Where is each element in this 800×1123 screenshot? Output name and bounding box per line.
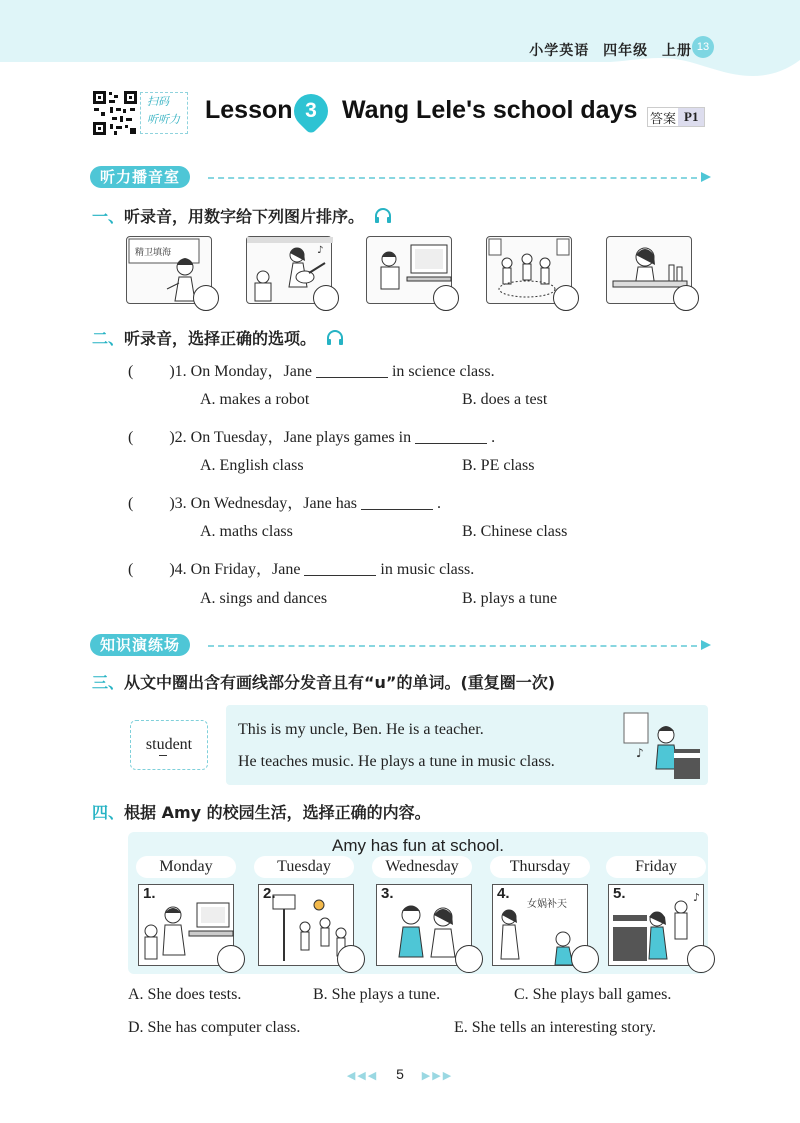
question-1-number: 一、 bbox=[92, 207, 125, 226]
svg-text:♪: ♪ bbox=[636, 746, 644, 760]
question-3-number: 三、 bbox=[92, 673, 125, 692]
teacher-playing-piano-illustration bbox=[622, 709, 702, 783]
qr-code-icon[interactable] bbox=[92, 90, 138, 136]
activity-option-b: B. She plays a tune. bbox=[313, 986, 441, 1003]
scene-label: 3. bbox=[381, 885, 394, 902]
scene-label: 2. bbox=[263, 885, 276, 902]
fill-in-blank[interactable] bbox=[304, 562, 376, 576]
activity-option-e: E. She tells an interesting story. bbox=[454, 1019, 657, 1036]
headphone-icon[interactable] bbox=[326, 330, 344, 346]
day-label-monday: Monday bbox=[136, 856, 236, 878]
question-1-text: 听录音，用数字给下列图片排序。 bbox=[124, 207, 365, 226]
mc-item-3-option-b: B. Chinese class bbox=[462, 523, 568, 540]
section-arrow-icon bbox=[701, 640, 711, 650]
panel-title: Amy has fun at school. bbox=[332, 836, 504, 855]
day-label-thursday: Thursday bbox=[490, 856, 590, 878]
answer-paren-open[interactable]: ( bbox=[128, 363, 134, 380]
answer-page: P1 bbox=[678, 108, 704, 126]
question-1-heading bbox=[92, 204, 392, 227]
scene-answer-circle-2[interactable] bbox=[337, 945, 365, 973]
scene-label: 4. bbox=[497, 885, 510, 902]
day-label-wednesday: Wednesday bbox=[372, 856, 472, 878]
answer-paren-open[interactable]: ( bbox=[128, 561, 134, 578]
lesson-title: Wang Lele's school days bbox=[342, 96, 638, 124]
footer-left-arrows: ◀◀◀ bbox=[346, 1070, 379, 1082]
page-footer bbox=[0, 1066, 800, 1082]
mc-item-2-option-b: B. PE class bbox=[462, 457, 535, 474]
question-3-heading bbox=[92, 670, 555, 693]
passage-line-2[interactable]: He teaches music. He plays a tune in music class. bbox=[238, 753, 555, 770]
fill-in-blank[interactable] bbox=[415, 430, 487, 444]
mc-item-4-stem-start: 4. On Friday，Jane bbox=[174, 561, 301, 578]
order-answer-circle-4[interactable] bbox=[553, 285, 579, 311]
order-answer-circle-1[interactable] bbox=[193, 285, 219, 311]
activity-option-c: C. She plays ball games. bbox=[514, 986, 672, 1003]
board-sign-text: 精卫填海 bbox=[135, 248, 172, 258]
question-2-text: 听录音，选择正确的选项。 bbox=[124, 329, 317, 348]
question-4-text: 根据 Amy 的校园生活，选择正确的内容。 bbox=[124, 803, 431, 822]
mc-item-2-stem-end: . bbox=[491, 429, 496, 446]
headphone-icon[interactable] bbox=[374, 208, 392, 224]
footer-right-arrows: ▶▶▶ bbox=[421, 1070, 454, 1082]
svg-text:♪: ♪ bbox=[693, 891, 701, 904]
reading-passage bbox=[226, 705, 708, 785]
mc-item-2-option-a: A. English class bbox=[200, 457, 304, 474]
header-volume: 上册 bbox=[662, 43, 692, 59]
example-word-underline bbox=[159, 755, 167, 756]
lesson-number: 3 bbox=[305, 99, 317, 122]
example-word: student bbox=[145, 736, 193, 753]
mc-item-3-stem-end: . bbox=[437, 495, 442, 512]
question-2-heading bbox=[92, 326, 344, 349]
scene-answer-circle-1[interactable] bbox=[217, 945, 245, 973]
scene-label: 5. bbox=[613, 885, 626, 902]
passage-line-1[interactable]: This is my uncle, Ben. He is a teacher. bbox=[238, 721, 484, 738]
activity-option-d: D. She has computer class. bbox=[128, 1019, 301, 1036]
mc-item-3-stem-start: 3. On Wednesday，Jane has bbox=[174, 495, 358, 512]
board-story-text: 女娲补天 bbox=[527, 899, 567, 910]
listening-picture-3 bbox=[366, 236, 452, 304]
mc-item-2-stem-start: 2. On Tuesday，Jane plays games in bbox=[174, 429, 412, 446]
mc-item-4-option-b: B. plays a tune bbox=[462, 590, 558, 607]
scan-label-line1: 扫码 bbox=[147, 95, 169, 108]
scene-answer-circle-5[interactable] bbox=[687, 945, 715, 973]
section-practice-bar bbox=[90, 634, 715, 656]
answer-paren-close: ) bbox=[169, 561, 175, 578]
header-page-badge: 13 bbox=[692, 36, 714, 58]
order-answer-circle-5[interactable] bbox=[673, 285, 699, 311]
mc-item-3 bbox=[128, 490, 441, 513]
mc-item-1-option-b: B. does a test bbox=[462, 391, 548, 408]
scan-to-listen-label bbox=[140, 92, 188, 134]
listening-picture-4 bbox=[486, 236, 572, 304]
header-book-info bbox=[529, 40, 692, 60]
scene-label: 1. bbox=[143, 885, 156, 902]
question-4-heading bbox=[92, 800, 431, 823]
mc-item-1 bbox=[128, 358, 495, 381]
scene-monday bbox=[138, 884, 234, 966]
section-practice-title: 知识演练场 bbox=[90, 634, 190, 656]
answer-label: 答案 bbox=[650, 111, 677, 127]
answer-paren-close: ) bbox=[169, 429, 175, 446]
lesson-number-badge bbox=[287, 87, 335, 135]
answer-paren-open[interactable]: ( bbox=[128, 495, 134, 512]
mc-item-4-stem-end: in music class. bbox=[380, 561, 475, 578]
section-divider bbox=[208, 177, 697, 179]
example-word-box bbox=[130, 720, 208, 770]
header-subject: 小学英语 bbox=[529, 43, 590, 59]
question-4-number: 四、 bbox=[92, 803, 125, 822]
mc-item-1-option-a: A. makes a robot bbox=[200, 391, 310, 408]
activity-option-a: A. She does tests. bbox=[128, 986, 242, 1003]
fill-in-blank[interactable] bbox=[316, 364, 388, 378]
scene-friday bbox=[608, 884, 704, 966]
question-2-number: 二、 bbox=[92, 329, 125, 348]
fill-in-blank[interactable] bbox=[361, 496, 433, 510]
scan-label-line2: 听听力 bbox=[147, 113, 180, 126]
section-listening-bar bbox=[90, 166, 715, 188]
mc-item-2 bbox=[128, 424, 495, 447]
scene-answer-circle-3[interactable] bbox=[455, 945, 483, 973]
mc-item-1-stem-start: 1. On Monday，Jane bbox=[174, 363, 312, 380]
order-answer-circle-3[interactable] bbox=[433, 285, 459, 311]
mc-item-1-stem-end: in science class. bbox=[391, 363, 495, 380]
mc-item-4 bbox=[128, 556, 474, 579]
lesson-word: Lesson bbox=[205, 96, 293, 124]
answer-reference[interactable] bbox=[647, 107, 705, 127]
section-listening-title: 听力播音室 bbox=[90, 166, 190, 188]
question-3-text: 从文中圈出含有画线部分发音且有“u”的单词。(重复圈一次) bbox=[124, 673, 556, 692]
listening-picture-1 bbox=[126, 236, 212, 304]
listening-picture-2 bbox=[246, 236, 332, 304]
mc-item-3-option-a: A. maths class bbox=[200, 523, 293, 540]
svg-text:♪: ♪ bbox=[317, 245, 324, 256]
order-answer-circle-2[interactable] bbox=[313, 285, 339, 311]
mc-item-4-option-a: A. sings and dances bbox=[200, 590, 328, 607]
answer-paren-close: ) bbox=[169, 363, 175, 380]
answer-paren-open[interactable]: ( bbox=[128, 429, 134, 446]
amy-school-week-panel bbox=[128, 832, 708, 974]
day-label-tuesday: Tuesday bbox=[254, 856, 354, 878]
header-grade: 四年级 bbox=[603, 43, 649, 59]
scene-tuesday bbox=[258, 884, 354, 966]
page-number: 5 bbox=[396, 1066, 404, 1082]
answer-paren-close: ) bbox=[169, 495, 175, 512]
listening-picture-5 bbox=[606, 236, 692, 304]
section-arrow-icon bbox=[701, 172, 711, 182]
scene-thursday bbox=[492, 884, 588, 966]
scene-answer-circle-4[interactable] bbox=[571, 945, 599, 973]
scene-wednesday bbox=[376, 884, 472, 966]
section-divider bbox=[208, 645, 697, 647]
day-label-friday: Friday bbox=[606, 856, 706, 878]
